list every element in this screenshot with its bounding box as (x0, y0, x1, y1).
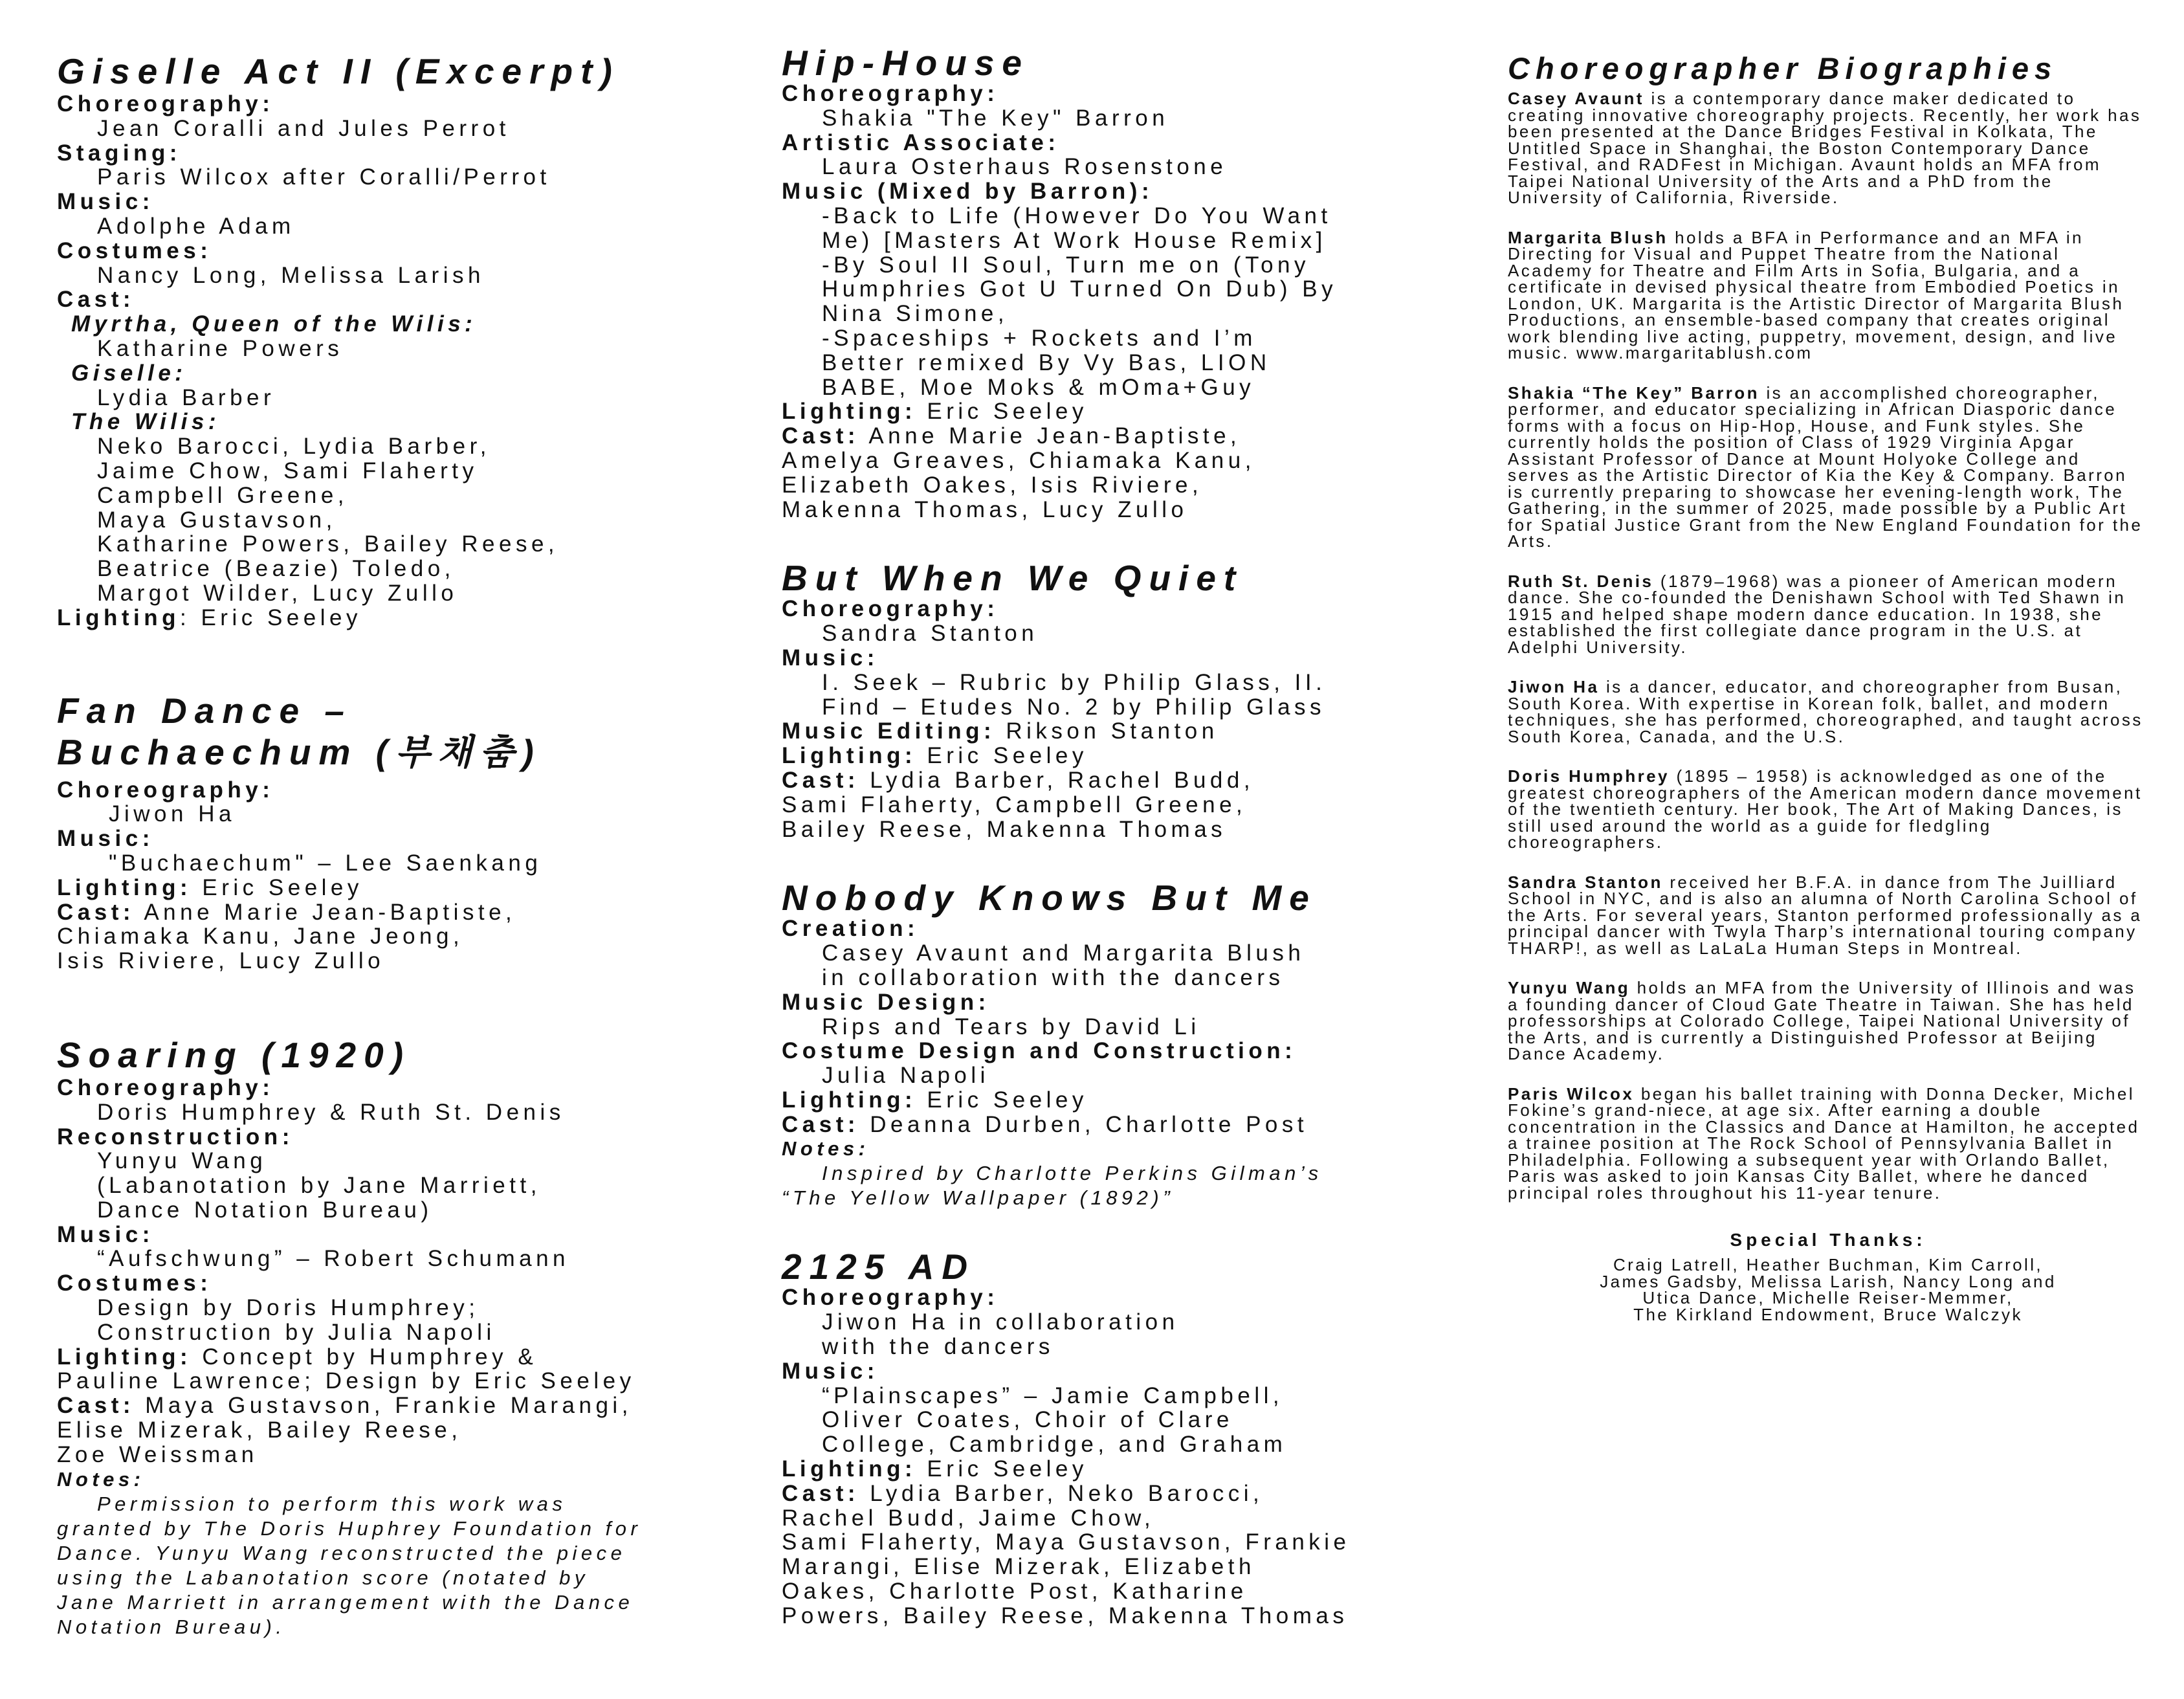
bio-paragraph (1508, 227, 2148, 362)
credit-label: Costume Design and Construction: (782, 1038, 1297, 1064)
role-dancer: Maya Gustavson, (97, 507, 336, 533)
credit-value: Shakia "The Key" Barron (822, 105, 1169, 131)
credit-value: -Spaceships + Rockets and I’m (822, 325, 1257, 351)
bio-name: Margarita Blush (1508, 227, 1668, 247)
credit-label: Choreography: (57, 777, 274, 803)
credit-label: Cast: (57, 899, 135, 925)
credit-value: Me) [Masters At Work House Remix] (822, 227, 1327, 253)
credit-value: Rachel Budd, Jaime Chow, (782, 1505, 1155, 1531)
credit-value: Jiwon Ha in collaboration (822, 1309, 1179, 1335)
credit-value: BABE, Moe Moks & mOma+Guy (822, 374, 1255, 400)
program-column-left (57, 0, 743, 1699)
piece-title: Soaring (1920) (57, 1034, 412, 1075)
special-thanks-title: Special Thanks: (1730, 1230, 1926, 1250)
credit-value: : Eric Seeley (180, 605, 362, 630)
credit-value: “Plainscapes” – Jamie Campbell, (822, 1383, 1284, 1408)
bio-name: Jiwon Ha (1508, 677, 1600, 696)
bio-text: (1895 – 1958) is acknowledged as one of the greatest choreographers of the American modern dance movement of the twentieth century. Her book, The Art of Making Dances, is still used around the world as a guide for fledgling choreographers. (1508, 766, 2143, 852)
credit-value: Better remixed By Vy Bas, LION (822, 350, 1271, 375)
role-label: The Wilis: (71, 409, 220, 435)
credit-value: Design by Doris Humphrey; (97, 1295, 480, 1321)
credit-label: Costumes: (57, 1271, 212, 1296)
credit-line (782, 399, 1468, 424)
credit-value: Sandra Stanton (822, 621, 1039, 647)
credit-value: Isis Riviere, Lucy Zullo (57, 948, 385, 974)
credit-value: Anne Marie Jean-Baptiste, (135, 899, 516, 925)
credit-value: Maya Gustavson, Frankie Marangi, (135, 1393, 632, 1419)
credit-value: Nancy Long, Melissa Larish (97, 262, 485, 288)
special-thanks-line: Utica Dance, Michelle Reiser-Memmer, (1642, 1288, 2014, 1307)
credit-value: Nina Simone, (822, 301, 1009, 327)
notes-text: Notation Bureau). (57, 1615, 286, 1638)
credit-value: Amelya Greaves, Chiamaka Kanu, (782, 447, 1255, 473)
credit-label: Choreography: (57, 91, 274, 117)
credit-line (782, 1457, 1468, 1482)
credit-value: Sami Flaherty, Maya Gustavson, Frankie (782, 1529, 1351, 1555)
credit-label: Music: (782, 645, 879, 671)
piece-title: Nobody Knows But Me (782, 878, 1317, 918)
credit-label: Music: (782, 1358, 879, 1384)
credit-value: Elise Mizerak, Bailey Reese, (57, 1417, 462, 1443)
credit-label: Cast: (57, 1393, 135, 1419)
credit-value: Casey Avaunt and Margarita Blush (822, 940, 1305, 966)
credit-line (57, 900, 743, 925)
credit-value: Oakes, Charlotte Post, Katharine (782, 1579, 1248, 1605)
credit-line (782, 744, 1468, 768)
bio-text: (1879–1968) was a pioneer of American modern dance. She co-founded the Denishawn School with Ted Shawn in 1915 and helped shape modern dance education. In 1938, she established the first collegiate dance program in the U.S. at Adelphi University. (1508, 571, 2126, 657)
credit-label: Cast: (782, 767, 860, 793)
credit-line (782, 424, 1468, 449)
special-thanks-line: James Gadsby, Melissa Larish, Nancy Long and (1600, 1271, 2057, 1291)
credit-value: -By Soul II Soul, Turn me on (Tony (822, 252, 1310, 278)
notes-text: Permission to perform this work was (97, 1492, 567, 1515)
credit-value: I. Seek – Rubric by Philip Glass, II. (822, 669, 1327, 695)
credit-label: Lighting: (57, 874, 192, 900)
piece-title: Fan Dance – (57, 690, 353, 731)
role-dancer: Katharine Powers, Bailey Reese, (97, 531, 559, 557)
bio-text: is a dancer, educator, and choreographer from Busan, South Korea. With expertise in Korean folk, ballet, and modern techniques, she has performed, choreographed, and taught across South Korea, Canada, and the U.S. (1508, 677, 2143, 746)
piece-title: But When We Quiet (782, 558, 1244, 599)
credit-value: Eric Seeley (916, 743, 1088, 769)
credit-label: Music (Mixed by Barron): (782, 179, 1154, 205)
credit-value: Jiwon Ha (109, 801, 236, 827)
credit-label: Artistic Associate: (782, 129, 1060, 155)
credit-label: Music: (57, 189, 154, 215)
bio-paragraph (1508, 1083, 2148, 1203)
bio-name: Doris Humphrey (1508, 766, 1670, 786)
special-thanks (1508, 1230, 2148, 1323)
credit-line (57, 606, 743, 630)
role-label: Myrtha, Queen of the Wilis: (71, 311, 477, 337)
role-dancer: Margot Wilder, Lucy Zullo (97, 580, 458, 606)
credit-value: Eric Seeley (916, 1087, 1088, 1113)
credit-value: Doris Humphrey & Ruth St. Denis (97, 1099, 565, 1125)
credit-value: Makenna Thomas, Lucy Zullo (782, 496, 1188, 522)
credit-label: Music Editing: (782, 718, 996, 744)
program-column-middle (782, 0, 1468, 1699)
credit-value: Anne Marie Jean-Baptiste, (859, 423, 1241, 449)
role-dancer: Beatrice (Beazie) Toledo, (97, 556, 455, 582)
credit-value: "Buchaechum" – Lee Saenkang (109, 850, 542, 876)
credit-line (782, 1088, 1468, 1113)
credit-label: Choreography: (57, 1074, 274, 1100)
credit-label: Lighting: (782, 399, 917, 425)
credit-value: (Labanotation by Jane Marriett, (97, 1173, 541, 1199)
credit-label: Reconstruction: (57, 1124, 294, 1149)
credit-label: Music: (57, 826, 154, 852)
credit-label: Choreography: (782, 1285, 999, 1311)
piece-title: Buchaechum (부채춤) (57, 731, 542, 772)
biographies-heading: Choreographer Biographies (1508, 51, 2058, 85)
notes-text: granted by The Doris Huphrey Foundation for (57, 1516, 642, 1540)
credit-line (782, 719, 1468, 744)
credit-label: Music: (57, 1221, 154, 1247)
bio-text: holds an MFA from the University of Illinois and was a founding dancer of Cloud Gate Theatre in Taiwan. She has held professorships at Colorado College, Taipei National University of the Arts, and is currently a Distinguished Professor at Beijing Dance Academy. (1508, 978, 2136, 1063)
credit-value: Construction by Julia Napoli (97, 1319, 496, 1345)
bio-name: Yunyu Wang (1508, 978, 1631, 997)
credit-value: Yunyu Wang (97, 1148, 267, 1174)
credit-value: Eric Seeley (192, 874, 363, 900)
bio-text: is a contemporary dance maker dedicated to creating innovative choreography projects. Recently, her work has been presented at the Dance Bridges Festival in Kolkata, The Untitled Space in Shanghai, the Boston Contemporary Dance Festival, and RADFest in Michigan. Avaunt holds an MFA from Taipei National University of the Arts and a PhD from the University of California, Riverside. (1508, 89, 2142, 207)
role-label: Giselle: (71, 360, 187, 386)
credit-label: Lighting: (782, 1456, 917, 1482)
credit-value: Sami Flaherty, Campbell Greene, (782, 792, 1247, 817)
special-thanks-line: The Kirkland Endowment, Bruce Walczyk (1633, 1304, 2023, 1324)
bio-text: is an accomplished choreographer, performer, and educator specializing in African Diasporic dance forms with a focus on Hip-Hop, House, and Funk styles. She currently holds the position of Class of 1929 Virginia Apgar Assistant Professor of Dance at Mount Holyoke College and serves as the Artistic Director of Kia the Key & Company. Barron is currently preparing to showcase her evening-length work, The Gathering, in the summer of 2025, made possible by a Public Art for Spatial Justice Grant from the New England Foundation for the Arts. (1508, 383, 2143, 551)
credit-label: Cast: (782, 1111, 860, 1137)
credit-value: “Aufschwung” – Robert Schumann (97, 1246, 569, 1272)
credit-value: Julia Napoli (822, 1063, 989, 1089)
bio-name: Ruth St. Denis (1508, 571, 1654, 591)
notes-label: Notes: (57, 1467, 145, 1491)
credit-value: Rikson Stanton (995, 718, 1219, 744)
credit-value: in collaboration with the dancers (822, 964, 1285, 990)
piece-but-when-we-quiet (782, 559, 1468, 841)
credit-value: Oliver Coates, Choir of Clare (822, 1407, 1233, 1433)
bio-name: Paris Wilcox (1508, 1083, 1635, 1104)
role-dancer: Campbell Greene, (97, 482, 349, 508)
credit-value: Marangi, Elise Mizerak, Elizabeth (782, 1554, 1255, 1580)
credit-label: Cast: (57, 287, 135, 313)
credit-label: Lighting (57, 605, 181, 630)
credit-value: Pauline Lawrence; Design by Eric Seeley (57, 1368, 635, 1394)
notes-text: “The Yellow Wallpaper (1892)” (782, 1186, 1175, 1210)
credit-value: Powers, Bailey Reese, Makenna Thomas (782, 1603, 1349, 1628)
bio-name: Shakia “The Key” Barron (1508, 383, 1759, 403)
credit-label: Choreography: (782, 81, 999, 106)
piece-fan-dance (57, 690, 743, 973)
credit-label: Cast: (782, 1480, 860, 1506)
special-thanks-line: Craig Latrell, Heather Buchman, Kim Carroll, (1613, 1255, 2043, 1274)
credit-value: with the dancers (822, 1334, 1054, 1360)
notes-text: Inspired by Charlotte Perkins Gilman’s (822, 1162, 1323, 1185)
piece-nobody-knows-but-me (782, 879, 1468, 1210)
piece-title: 2125 AD (782, 1247, 976, 1287)
credit-value: College, Cambridge, and Graham (822, 1432, 1287, 1458)
credit-line (57, 876, 743, 900)
credit-value: Lydia Barber, Rachel Budd, (859, 767, 1255, 793)
credit-value: Eric Seeley (916, 1456, 1088, 1482)
credit-label: Lighting: (57, 1344, 192, 1370)
credit-value: Chiamaka Kanu, Jane Jeong, (57, 924, 464, 949)
bio-paragraph (1508, 768, 2148, 851)
role-dancer: Neko Barocci, Lydia Barber, (97, 434, 491, 460)
credit-value: Dance Notation Bureau) (97, 1197, 433, 1223)
credit-label: Costumes: (57, 238, 212, 263)
credit-value: Jean Coralli and Jules Perrot (97, 115, 510, 141)
role-dancer: Katharine Powers (97, 335, 344, 361)
credit-value: Eric Seeley (916, 399, 1088, 425)
notes-text: Dance. Yunyu Wang reconstructed the piece (57, 1541, 626, 1564)
credit-label: Lighting: (782, 1087, 917, 1113)
credit-line (782, 1113, 1468, 1137)
credit-value: Adolphe Adam (97, 213, 295, 239)
credit-value: Find – Etudes No. 2 by Philip Glass (822, 694, 1326, 720)
bio-text: received her B.F.A. in dance from The Juilliard School in NYC, and is also an alumna of North Carolina School of the Arts. For several years, Stanton performed professionally as a principal dancer with Twyla Tharp’s international touring company THARP!, as well as LaLaLa Human Steps in Montreal. (1508, 872, 2143, 958)
credit-line (57, 1345, 743, 1370)
credit-value: Concept by Humphrey & (192, 1344, 538, 1370)
credit-value: Zoe Weissman (57, 1441, 258, 1467)
credit-label: Choreography: (782, 596, 999, 622)
credit-value: Paris Wilcox after Coralli/Perrot (97, 164, 551, 190)
bio-paragraph (1508, 980, 2148, 1063)
credit-value: Lydia Barber, Neko Barocci, (859, 1480, 1264, 1506)
credit-line (782, 1482, 1468, 1506)
bio-paragraph (1508, 874, 2148, 957)
piece-hip-house (782, 44, 1468, 522)
notes-label: Notes: (782, 1137, 870, 1160)
bio-paragraph (1508, 573, 2148, 656)
credit-line (782, 768, 1468, 793)
credit-label: Creation: (782, 916, 920, 942)
piece-title: Hip-House (782, 43, 1030, 83)
notes-text: using the Labanotation score (notated by (57, 1566, 589, 1589)
credit-label: Lighting: (782, 743, 917, 769)
piece-title: Giselle Act II (Excerpt) (57, 51, 620, 91)
credit-value: Elizabeth Oakes, Isis Riviere, (782, 472, 1203, 498)
credit-value: Rips and Tears by David Li (822, 1014, 1200, 1039)
bio-text: began his ballet training with Donna Decker, Michel Fokine’s grand-niece, at age six. After earning a double concentration in the Classics and Dance at Hamilton, he accepted a trainee position at The Rock School of Pennsylvania Ballet in Philadelphia. Following a subsequent year with Orlando Ballet, Paris was asked to join Kansas City Ballet, where he danced principal roles throughout his 11-year tenure. (1508, 1083, 2140, 1203)
bio-paragraph (1508, 91, 2148, 206)
credit-label: Cast: (782, 423, 860, 449)
role-dancer: Jaime Chow, Sami Flaherty (97, 458, 478, 483)
piece-giselle (57, 50, 743, 630)
credit-label: Music Design: (782, 989, 990, 1015)
role-dancer: Lydia Barber (97, 384, 276, 410)
credit-line (57, 1394, 743, 1418)
notes-text: Jane Marriett in arrangement with the Dance (57, 1590, 634, 1614)
program-column-right (1508, 0, 2148, 1699)
bio-paragraph (1508, 679, 2148, 745)
credit-value: Laura Osterhaus Rosenstone (822, 154, 1228, 180)
bio-text: holds a BFA in Performance and an MFA in Directing for Visual and Puppet Theatre from the National Academy for Theatre and Film Arts in Sofia, Bulgaria, and a certificate in devised physical theatre from Embodied Poetics in London, UK. Margarita is the Artistic Director of Margarita Blush Productions, an ensemble-based company that creates original work blending live acting, puppetry, movement, design, and live music. www.margaritablush.com (1508, 227, 2124, 362)
credit-label: Staging: (57, 140, 181, 166)
piece-soaring (57, 1034, 743, 1639)
piece-2125-ad (782, 1248, 1468, 1628)
credit-value: Humphries Got U Turned On Dub) By (822, 276, 1338, 302)
bio-name: Sandra Stanton (1508, 872, 1663, 892)
credit-value: Deanna Durben, Charlotte Post (859, 1111, 1308, 1137)
credit-value: Bailey Reese, Makenna Thomas (782, 816, 1227, 842)
bio-name: Casey Avaunt (1508, 89, 1644, 108)
credit-value: -Back to Life (However Do You Want (822, 203, 1332, 228)
bio-paragraph (1508, 385, 2148, 550)
